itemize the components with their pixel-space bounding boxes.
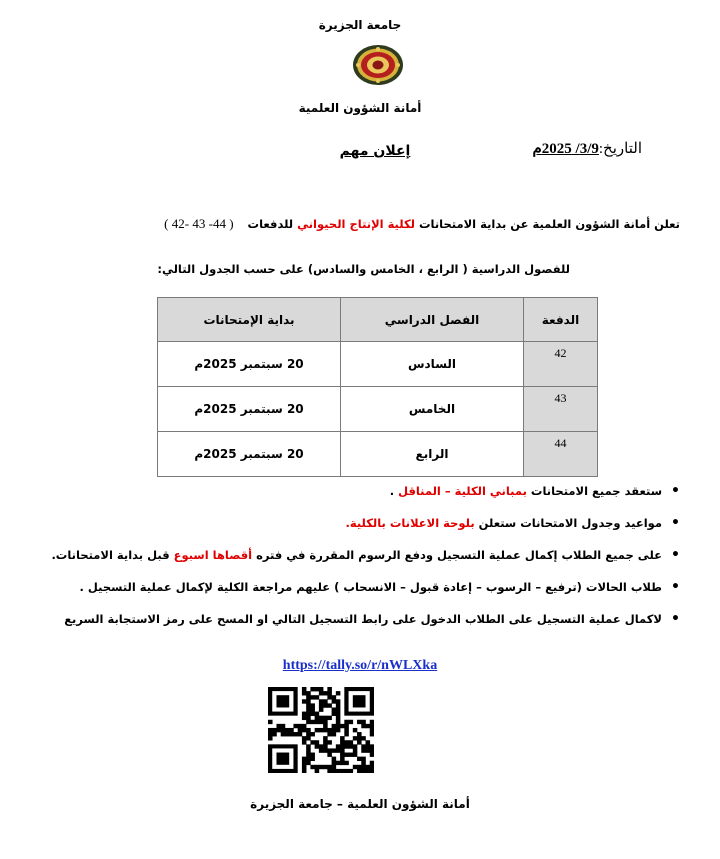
footer-signature: أمانة الشؤون العلمية – جامعة الجزيرة — [250, 797, 470, 811]
table-row — [158, 387, 598, 432]
note-text: لاكمال عملية التسجيل على الطلاب الدخول على رابط التسجيل التالي او المسح على رمز الاستجابة السريع — [64, 612, 662, 626]
list-item — [30, 546, 680, 578]
note-text: طلاب الحالات (ترفيع – الرسوب – إعادة قبول – الانسحاب ) عليهم مراجعة الكلية لإكمال عملية التسجيل . — [79, 580, 662, 594]
note-text: . — [389, 484, 399, 498]
note-highlight: بلوحة الاعلانات بالكلية. — [345, 516, 475, 530]
semester-cell: الرابع — [341, 432, 524, 477]
registration-link[interactable]: https://tally.so/r/nWLXka — [282, 658, 438, 673]
university-name: جامعة الجزيرة — [318, 18, 402, 32]
exam-schedule-table — [157, 297, 598, 477]
start-date-cell: 20 سبتمبر 2025م — [158, 387, 341, 432]
batch-cell: 43 — [524, 387, 598, 432]
note-text: ستعقد جميع الامتحانات — [526, 484, 662, 498]
start-date-cell: 20 سبتمبر 2025م — [158, 342, 341, 387]
batch-cell: 44 — [524, 432, 598, 477]
note-highlight: أقصاها اسبوع — [173, 548, 253, 562]
note-text: على جميع الطلاب إكمال عملية التسجيل ودفع الرسوم المقررة في فتره — [252, 548, 662, 562]
batch-cell: 42 — [524, 342, 598, 387]
list-item — [30, 482, 680, 514]
intro-line-1 — [30, 216, 680, 232]
table-row — [158, 342, 598, 387]
qr-code-icon[interactable] — [268, 687, 374, 773]
batches-range: ( 44- 43 -42 ) — [164, 216, 234, 231]
announcement-title: إعلان مهم — [339, 143, 411, 159]
university-seal-icon — [352, 44, 404, 86]
notes-list — [30, 482, 680, 642]
intro-line-2: للفصول الدراسية ( الرابع ، الخامس والسادس) على حسب الجدول التالي: — [157, 262, 570, 276]
office-name: أمانة الشؤون العلمية — [298, 101, 422, 115]
date-label: التاريخ: — [598, 141, 642, 157]
semester-cell: الخامس — [341, 387, 524, 432]
column-header-semester: الفصل الدراسي — [341, 298, 524, 342]
semester-cell: السادس — [341, 342, 524, 387]
list-item — [30, 610, 680, 642]
column-header-batch: الدفعة — [524, 298, 598, 342]
note-text: قبل بداية الامتحانات. — [51, 548, 174, 562]
list-item — [30, 578, 680, 610]
date-line — [512, 139, 642, 158]
college-name: لكلية الإنتاج الحيواني — [297, 217, 415, 231]
table-header-row — [158, 298, 598, 342]
note-text: مواعيد وجدول الامتحانات ستعلن — [474, 516, 662, 530]
table-row — [158, 432, 598, 477]
date-value: 3/9/ 2025م — [532, 141, 599, 157]
intro-batches-label: للدفعات — [247, 217, 298, 231]
note-highlight: بمباني الكلية – المناقل — [398, 484, 527, 498]
intro-text: تعلن أمانة الشؤون العلمية عن بداية الامتحانات — [414, 217, 680, 231]
start-date-cell: 20 سبتمبر 2025م — [158, 432, 341, 477]
column-header-start: بداية الإمتحانات — [158, 298, 341, 342]
list-item — [30, 514, 680, 546]
